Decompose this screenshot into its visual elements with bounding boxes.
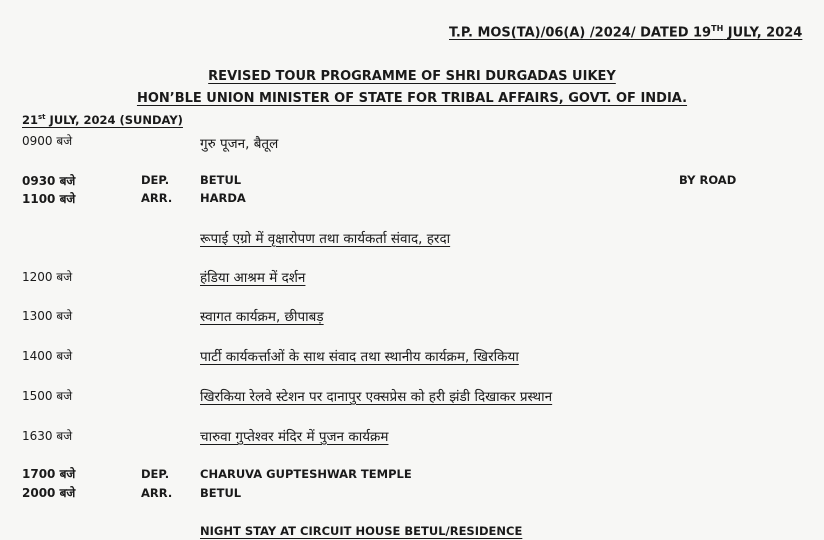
schedule-code: DEP.	[141, 173, 170, 187]
schedule-activity: खिरकिया रेलवे स्टेशन पर दानापुर एक्सप्रेस को हरी झंडी दिखाकर प्रस्थान	[200, 389, 553, 405]
schedule-code: ARR.	[141, 486, 173, 500]
schedule-code: ARR.	[141, 191, 173, 205]
schedule-place: BETUL	[200, 173, 242, 187]
minister-designation: HON’BLE UNION MINISTER OF STATE FOR TRIBAL AFFAIRS, GOVT. OF INDIA.	[136, 91, 688, 106]
schedule-time: 0900 बजे	[22, 134, 73, 148]
schedule-time: 1300 बजे	[22, 309, 73, 323]
schedule-activity: हंडिया आश्रम में दर्शन	[200, 270, 306, 286]
schedule-time: 1100 बजे	[22, 192, 76, 206]
schedule-time: 2000 बजे	[22, 486, 76, 500]
schedule-time: 1500 बजे	[22, 389, 73, 403]
schedule-time: 1630 बजे	[22, 429, 73, 443]
schedule-place: CHARUVA GUPTESHWAR TEMPLE	[200, 467, 412, 481]
reference-number: T.P. MOS(TA)/06(A) /2024/ DATED 19TH JULY, 2024	[449, 24, 803, 41]
schedule-place: BETUL	[200, 486, 242, 500]
schedule-activity: गुरु पूजन, बैतूल	[200, 136, 279, 152]
schedule-activity: रूपाई एग्रो में वृक्षारोपण तथा कार्यकर्ता संवाद, हरदा	[200, 231, 451, 247]
night-stay-note: NIGHT STAY AT CIRCUIT HOUSE BETUL/RESIDENCE	[200, 524, 523, 538]
travel-mode: BY ROAD	[679, 173, 737, 187]
schedule-time: 1400 बजे	[22, 349, 73, 363]
document-title: REVISED TOUR PROGRAMME OF SHRI DURGADAS UIKEY	[208, 69, 616, 84]
schedule-place: HARDA	[200, 191, 246, 205]
schedule-time: 0930 बजे	[22, 174, 76, 188]
schedule-activity: पार्टी कार्यकर्त्ताओं के साथ संवाद तथा स्थानीय कार्यक्रम, खिरकिया	[200, 349, 519, 365]
schedule-time: 1200 बजे	[22, 270, 73, 284]
schedule-activity: स्वागत कार्यक्रम, छीपाबड़	[200, 309, 324, 325]
tour-date: 21st JULY, 2024 (SUNDAY)	[22, 113, 183, 127]
schedule-time: 1700 बजे	[22, 467, 76, 481]
schedule-code: DEP.	[141, 467, 170, 481]
schedule-activity: चारुवा गुप्तेश्वर मंदिर में पुजन कार्यक्रम	[200, 429, 389, 445]
